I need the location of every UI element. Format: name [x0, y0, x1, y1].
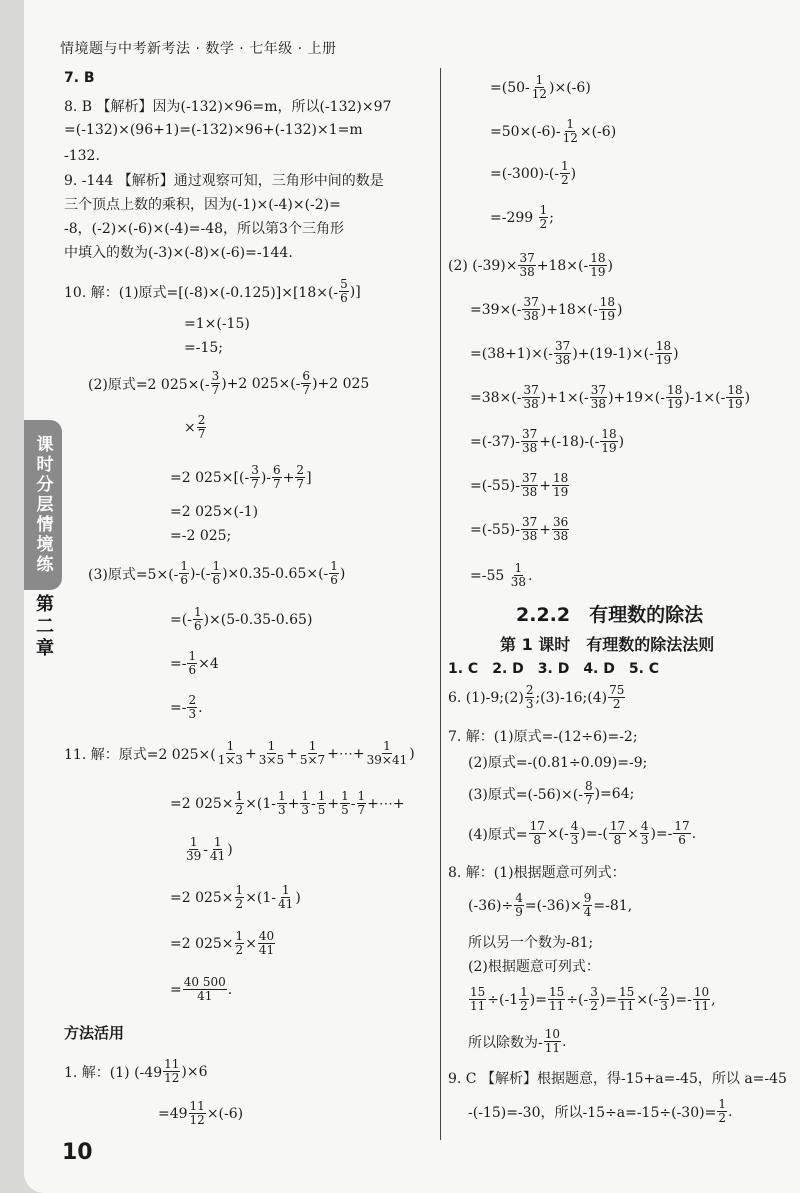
answer-7-line3: (3)原式=(-56)×(- 8 7 )=64;	[468, 779, 635, 808]
answer-8-r-line5: $\frac{15}{11}$ ÷(-1 1 2 )= $\frac{15}{11}$ ÷(- 3 2 )= $\frac{15}{11}$ ×(- 2 3 )=- 10 11 ,	[470, 985, 716, 1014]
answer-10-2-line2: × $\frac{2}{7}$	[184, 413, 206, 442]
method-1-line5: =(-300)-(- 1 2 )	[490, 159, 577, 188]
answer-11-line1: 11. 解：原式=2 025×( 1 1×3 + $\frac{1}{3\times 5}$ + $\frac{1}{5\times 7}$ +⋯+ $\frac{1}{39\times 41}$ )	[64, 739, 415, 768]
answer-10-3-line4: =- 2 3 .	[170, 693, 203, 722]
answer-8-r-line2: (-36)÷ $\frac{4}{9}$ =(-36)× $\frac{9}{4}$ =-81,	[468, 891, 633, 920]
answer-9-line3: -8，(-2)×(-6)×(-4)=-48，所以第3个三角形	[64, 221, 344, 237]
method-2-line2: =39×(- 37 38 )+18×(- 18 19 )	[470, 295, 623, 324]
lesson-title: 第 1 课时 有理数的除法法则	[500, 635, 715, 654]
answer-11-line5: =2 025× $\frac{1}{2}$ × $\frac{40}{41}$	[170, 929, 275, 958]
answer-11-line6: = $\frac{40 500}{41}$ .	[170, 975, 233, 1004]
answer-10-3-line1: (3)原式=5×(- 1 6 )-(- 1 6 )×0.35-0.65×(- 1 6 )	[88, 559, 346, 588]
method-2-line6: =(-55)- 37 38 + $\frac{18}{19}$	[470, 471, 569, 500]
method-2-line1: (2) (-39)× $\frac{37}{38}$ +18×(- 18 19 )	[448, 251, 613, 280]
answer-10-2-line5: =-2 025;	[170, 528, 232, 544]
method-2-line3: =(38+1)×(- 37 38 )+(19-1)×(- 18 19 )	[470, 339, 679, 368]
answer-7-line2: (2)原式=-(0.81÷0.09)=-9;	[468, 755, 648, 771]
answer-11-line4: =2 025× $\frac{1}{2}$ ×(1- 1 41 )	[170, 883, 301, 912]
answer-10-1-line3: =-15;	[184, 340, 223, 356]
side-tab: 课时分层情境练	[24, 420, 62, 590]
answer-7-line1: 7. 解：(1)原式=-(12÷6)=-2;	[448, 729, 638, 745]
section-title: 2.2.2 有理数的除法	[516, 604, 704, 626]
running-header: 情境题与中考新考法 · 数学 · 七年级 · 上册	[60, 41, 337, 57]
answer-11-line2: =2 025× $\frac{1}{2}$ ×(1- 1 3 + $\frac{1}{3}$ - 1 5 + $\frac{1}{5}$ - 1 7 +⋯+	[170, 789, 405, 818]
method-2-line4: =38×(- 37 38 )+1×(- 37 38 )+19×(- 18 19 )-1×(- 18 19 )	[470, 383, 751, 412]
page-number: 10	[62, 1140, 93, 1165]
answer-10-1-line1: 10. 解：(1)原式=[(-8)×(-0.125)]×[18×(- 5 6 )]	[64, 277, 361, 306]
method-1-line4: =50×(-6)- $\frac{1}{12}$ ×(-6)	[490, 117, 617, 146]
answer-8-line2: =(-132)×(96+1)=(-132)×96+(-132)×1=m	[64, 122, 363, 138]
answer-8-line1: 8. B 【解析】因为(-132)×96=m，所以(-132)×97	[64, 99, 392, 115]
answer-9-line2: 三个顶点上数的乘积，因为(-1)×(-4)×(-2)=	[64, 197, 341, 213]
method-1-line1: 1. 解：(1) (-49 11 12 )×6	[64, 1057, 208, 1086]
method-1-line2: =49 $\frac{11}{12}$ ×(-6)	[158, 1099, 244, 1128]
method-2-line5: =(-37)- 37 38 +(-18)-(- 18 19 )	[470, 427, 625, 456]
answer-6: 6. (1)-9;(2) 2 3 ;(3)-16;(4) 75 2	[448, 683, 625, 712]
answers-1-5: 1. C 2. D 3. D 4. D 5. C	[448, 661, 660, 677]
page	[24, 0, 800, 1193]
answer-11-line3: 1 39 - 1 41 )	[186, 835, 233, 864]
answer-9-r-line1: 9. C 【解析】根据题意，得-15+a=-45，所以 a=-45	[448, 1071, 787, 1087]
answer-8-r-line3: 所以另一个数为-81;	[468, 935, 594, 951]
method-heading: 方法活用	[64, 1024, 125, 1042]
answer-10-3-line2: =(- 1 6 )×(5-0.35-0.65)	[170, 605, 313, 634]
method-1-line3: =(50- 1 12 )×(-6)	[490, 73, 591, 102]
answer-8-r-line1: 8. 解：(1)根据题意可列式：	[448, 865, 626, 881]
answer-8-line3: -132.	[64, 148, 100, 164]
answer-10-2-line4: =2 025×(-1)	[170, 504, 259, 520]
answer-7-line4: (4)原式= $\frac{17}{8}$ ×(- 4 3 )=-( $\frac{17}{8}$ × $\frac{4}{3}$ )=- 17 6 .	[468, 819, 697, 848]
answer-8-r-line6: 所以除数为- 10 11 .	[468, 1027, 567, 1056]
answer-9-r-line2: -(-15)=-30，所以-15÷a=-15÷(-30)= $\frac{1}{2}$ .	[468, 1097, 733, 1126]
method-2-line8: =-55 1 38 .	[470, 561, 533, 590]
answer-10-2-line1: (2)原式=2 025×(- 3 7 )+2 025×(- 6 7 )+2 025	[88, 369, 370, 398]
column-divider	[440, 68, 441, 1140]
chapter-label: 第二章	[33, 594, 54, 660]
answer-9-line1: 9. -144 【解析】通过观察可知，三角形中间的数是	[64, 173, 384, 189]
answer-9-line4: 中填入的数为(-3)×(-8)×(-6)=-144.	[64, 245, 293, 261]
answer-10-2-line3: =2 025×[(- 3 7 )- 6 7 + $\frac{2}{7}$ ]	[170, 463, 312, 492]
answer-8-r-line4: (2)根据题意可列式：	[468, 959, 600, 975]
answer-10-1-line2: =1×(-15)	[184, 316, 250, 332]
method-1-line6: =-299 1 2 ;	[490, 203, 554, 232]
answer-7: 7. B	[64, 70, 95, 86]
answer-10-3-line3: =- $\frac{1}{6}$ ×4	[170, 649, 219, 678]
method-2-line7: =(-55)- 37 38 + $\frac{36}{38}$	[470, 515, 569, 544]
